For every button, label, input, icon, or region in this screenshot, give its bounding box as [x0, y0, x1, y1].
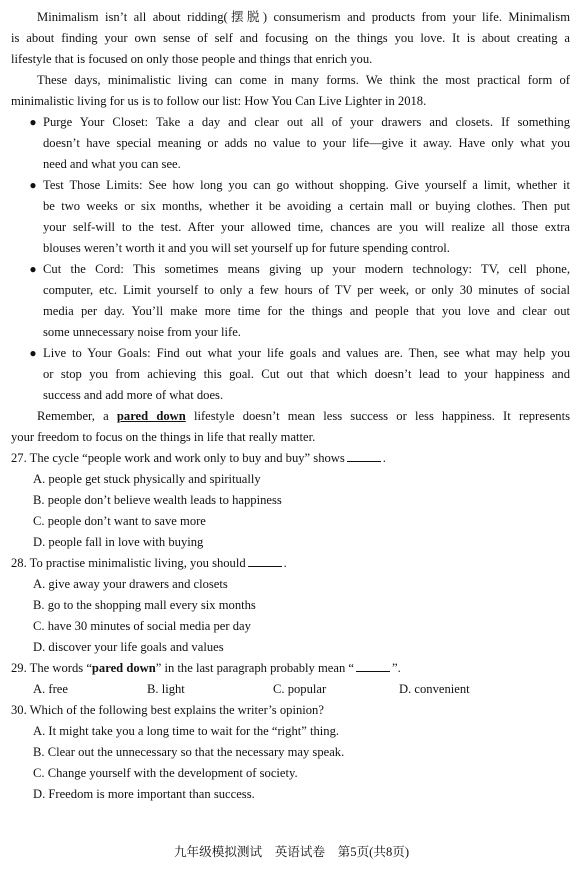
passage-line: minimalistic living for us is to follow our list: How You Can Live Lighter in 2018.	[11, 94, 427, 108]
passage-line: lifestyle that is focused on only those people and things that enrich you.	[11, 52, 373, 66]
bullet-line: your self-will to the test. After your allowed time, chances are you will realize all those extra	[43, 220, 570, 234]
question-29-option-a: A. free	[33, 682, 68, 696]
bullet-line: media per day. You’ll make more time for the things and people that you love and clear out	[43, 304, 570, 318]
bullet-line: some unnecessary noise from your life.	[43, 325, 241, 339]
question-end: .	[382, 451, 386, 465]
passage-line: is about finding your own sense of self and focusing on the things you love. It is about creating a	[11, 31, 570, 45]
bullet-line: or stop you from achieving this goal. Cut out that which doesn’t lead to your happiness and	[43, 367, 570, 381]
question-end: ”.	[392, 661, 401, 675]
question-text: 28. To practise minimalistic living, you should	[11, 556, 246, 570]
question-30-option-a: A. It might take you a long time to wait for the “right” thing.	[33, 724, 340, 738]
question-28-stem	[11, 553, 570, 574]
bullet-line: need and what you can see.	[43, 157, 181, 171]
question-30-option-d: D. Freedom is more important than success.	[33, 787, 255, 801]
answer-blank	[248, 555, 282, 567]
bullet-icon: ●	[29, 115, 37, 129]
bullet-line: be two weeks or six months, whether it be avoiding a certain mall or buying clothes. Then put	[43, 199, 570, 213]
passage-line	[37, 406, 570, 427]
question-30-option-c: C. Change yourself with the development of society.	[33, 766, 298, 780]
question-end: .	[283, 556, 287, 570]
question-29-option-c: C. popular	[273, 682, 327, 696]
question-27-option-c: C. people don’t want to save more	[33, 514, 206, 528]
bullet-line: computer, etc. Limit yourself to only a few hours of TV per week, or only 30 minutes of social	[43, 283, 570, 297]
question-28-option-c: C. have 30 minutes of social media per day	[33, 619, 251, 633]
bullet-line: Test Those Limits: See how long you can go without shopping. Give yourself a limit, whether it	[43, 178, 570, 192]
question-28-option-b: B. go to the shopping mall every six months	[33, 598, 256, 612]
question-29-option-b: B. light	[147, 682, 185, 696]
question-27-option-b: B. people don’t believe wealth leads to happiness	[33, 493, 282, 507]
page-footer: 九年级模拟测试 英语试卷 第5页(共8页)	[173, 845, 410, 859]
bullet-icon: ●	[29, 262, 37, 276]
passage-line: These days, minimalistic living can come in many forms. We think the most practical form of	[37, 73, 570, 87]
question-27-stem	[11, 448, 570, 469]
bullet-line: Cut the Cord: This sometimes means giving up your modern technology: TV, cell phone,	[43, 262, 570, 276]
question-text: 27. The cycle “people work and work only to buy and buy” shows	[11, 451, 345, 465]
passage-text: Remember, a	[37, 409, 109, 423]
question-29-stem	[11, 658, 570, 679]
passage-text: lifestyle doesn’t mean less success or less happiness. It represents	[193, 409, 570, 423]
passage-line: Minimalism isn’t all about ridding(摆脱) consumerism and products from your life. Minimalism	[37, 10, 570, 24]
answer-blank	[356, 660, 390, 672]
bullet-icon: ●	[29, 346, 37, 360]
bullet-line: blouses weren’t worth it and you will set yourself up for future spending control.	[43, 241, 450, 255]
passage-line: your freedom to focus on the things in life that really matter.	[11, 430, 316, 444]
question-text: 29. The words “	[11, 661, 92, 675]
question-28-option-d: D. discover your life goals and values	[33, 640, 224, 654]
bullet-line: Purge Your Closet: Take a day and clear out all of your drawers and closets. If something	[43, 115, 570, 129]
bullet-line: doesn’t have special meaning or adds no value to your life—give it away. Have only what you	[43, 136, 570, 150]
question-30-option-b: B. Clear out the unnecessary so that the necessary may speak.	[33, 745, 345, 759]
bullet-line: success and add more of what does.	[43, 388, 224, 402]
question-29-options	[33, 679, 553, 700]
answer-blank	[347, 450, 381, 462]
bullet-line: Live to Your Goals: Find out what your life goals and values are. Then, see what may help you	[43, 346, 570, 360]
question-27-option-a: A. people get stuck physically and spiritually	[33, 472, 261, 486]
question-30-stem: 30. Which of the following best explains the writer’s opinion?	[11, 703, 324, 717]
bullet-icon: ●	[29, 178, 37, 192]
question-28-option-a: A. give away your drawers and closets	[33, 577, 228, 591]
question-29-option-d: D. convenient	[399, 682, 470, 696]
keyword-pared-down: pared down	[91, 661, 156, 675]
question-27-option-d: D. people fall in love with buying	[33, 535, 204, 549]
question-text: ” in the last paragraph probably mean “	[155, 661, 355, 675]
keyword-pared-down: pared down	[116, 409, 186, 423]
